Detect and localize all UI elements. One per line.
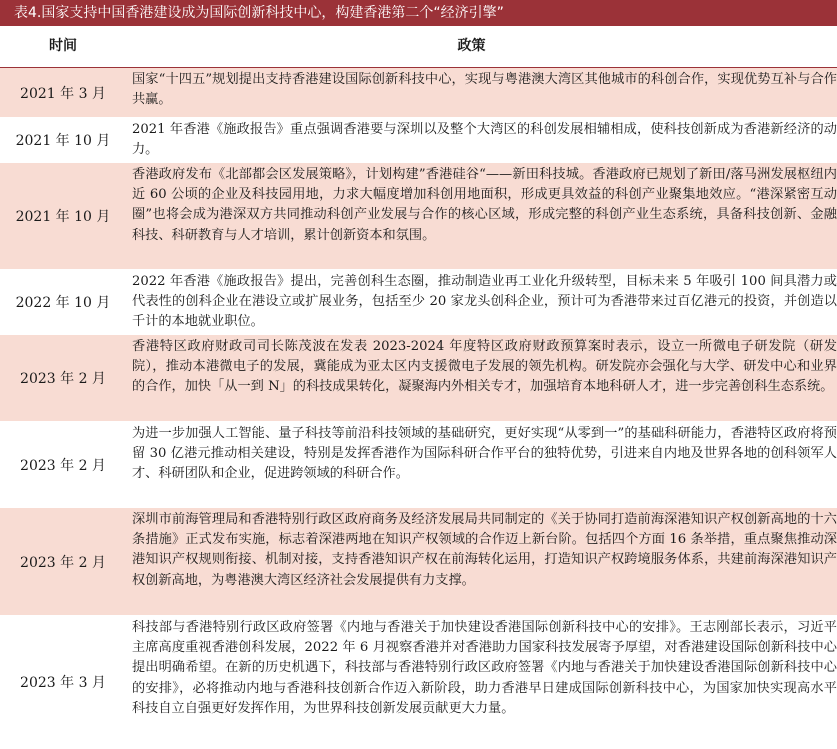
header-time: 时间: [49, 38, 77, 54]
row-policy: 2021 年香港《施政报告》重点强调香港要与深圳以及整个大湾区的科创发展相辅相成，使科技创新成为香港新经济的动力。: [132, 122, 837, 158]
table-header: [0, 26, 837, 68]
table-body: [0, 68, 837, 749]
table-row: [0, 118, 837, 163]
table-row: [0, 270, 837, 335]
row-date: 2023 年 2 月: [20, 371, 106, 387]
table-row: [0, 508, 837, 616]
row-policy: 为进一步加强人工智能、量子科技等前沿科技领域的基础研究，更好实现“从零到一”的基础科研能力，香港特区政府将预留 30 亿港元推动相关建设，特别是发挥香港作为国际科研合作平台的独特优势，引进来自内地及世界各地的创科领军人才、科研团队和企业，促进跨领域的科研合作。: [132, 426, 837, 482]
row-date: 2021 年 10 月: [15, 133, 111, 149]
row-policy: 2022 年香港《施政报告》提出，完善创科生态圈，推动制造业再工业化升级转型，目标未来 5 年吸引 100 间具潜力或代表性的创科企业在港设立或扩展业务，包括至少 20 家龙头创科企业，预计可为香港带来过百亿港元的投资，并创造以千计的本地就业职位。: [132, 274, 837, 330]
row-date: 2021 年 10 月: [15, 209, 111, 225]
table-row: [0, 616, 837, 749]
row-date: 2023 年 3 月: [20, 675, 106, 691]
table-row: [0, 335, 837, 422]
row-date: 2023 年 2 月: [20, 554, 106, 571]
table-title: 表4.国家支持中国香港建设成为国际创新科技中心，构建香港第二个“经济引擎”: [0, 0, 837, 26]
row-date: 2023 年 2 月: [20, 457, 106, 474]
row-policy: 国家“十四五”规划提出支持香港建设国际创新科技中心，实现与粤港澳大湾区其他城市的科创合作，实现优势互补与合作共赢。: [132, 72, 837, 108]
table-row: [0, 68, 837, 118]
row-policy: 科技部与香港特别行政区政府签署《内地与香港关于加快建设香港国际创新科技中心的安排》。王志刚部长表示，习近平主席高度重视香港创科发展，2022 年 6 月视察香港并对香港助力国家科技发展寄予厚望，对香港建设国际创新科技中心提出明确希望。在新的历史机遇下，科技部与香港特别行政区政府签署《内地与香港关于加快建设香港国际创新科技中心的安排》，必将推动内地与香港科技创新合作迈入新阶段，助力香港早日建成国际创新科技中心，为国家加快实现高水平科技自立自强更好发挥作用，为世界科技创新发展贡献更大力量。: [132, 620, 837, 716]
header-policy: 政策: [457, 38, 486, 54]
row-date: 2022 年 10 月: [15, 295, 111, 311]
table-row: [0, 163, 837, 270]
row-policy: 深圳市前海管理局和香港特别行政区政府商务及经济发展局共同制定的《关于协同打造前海深港知识产权创新高地的十六条措施》正式发布实施，标志着深港两地在知识产权领域的合作迈上新台阶。包括四个方面 16 条举措，重点聚焦推动深港知识产权规则衔接、机制对接，支持香港知识产权在前海转化运用，打造知识产权跨境服务体系，共建前海深港知识产权创新高地，为粤港澳大湾区经济社会发展提供有力支撑。: [132, 512, 837, 588]
table-row: [0, 422, 837, 508]
row-date: 2021 年 3 月: [20, 85, 106, 102]
row-policy: 香港特区政府财政司司长陈茂波在发表 2023-2024 年度特区政府财政预算案时表示，设立一所微电子研发院（研发院），推动本港微电子的发展，冀能成为亚太区内支援微电子发展的领先机构。研发院亦会强化与大学、研发中心和业界的合作，加快「从一到 N」的科技成果转化，凝聚海内外相关专才，加强培育本地科研人才，进一步完善创科生态系统。: [132, 339, 837, 395]
row-policy: 香港政府发布《北部都会区发展策略》，计划构建”香港硅谷“——新田科技城。香港政府已规划了新田/落马洲发展枢纽内近 60 公顷的企业及科技园用地，力求大幅度增加科创用地面积，形成更具效益的科创产业聚集地效应。“港深紧密互动圈”也将会成为港深双方共同推动科创产业发展与合作的核心区域，形成完整的科创产业生态系统，具备科技创新、金融科技、科研教育与人才培训，累计创新资本和氛围。: [132, 167, 837, 243]
